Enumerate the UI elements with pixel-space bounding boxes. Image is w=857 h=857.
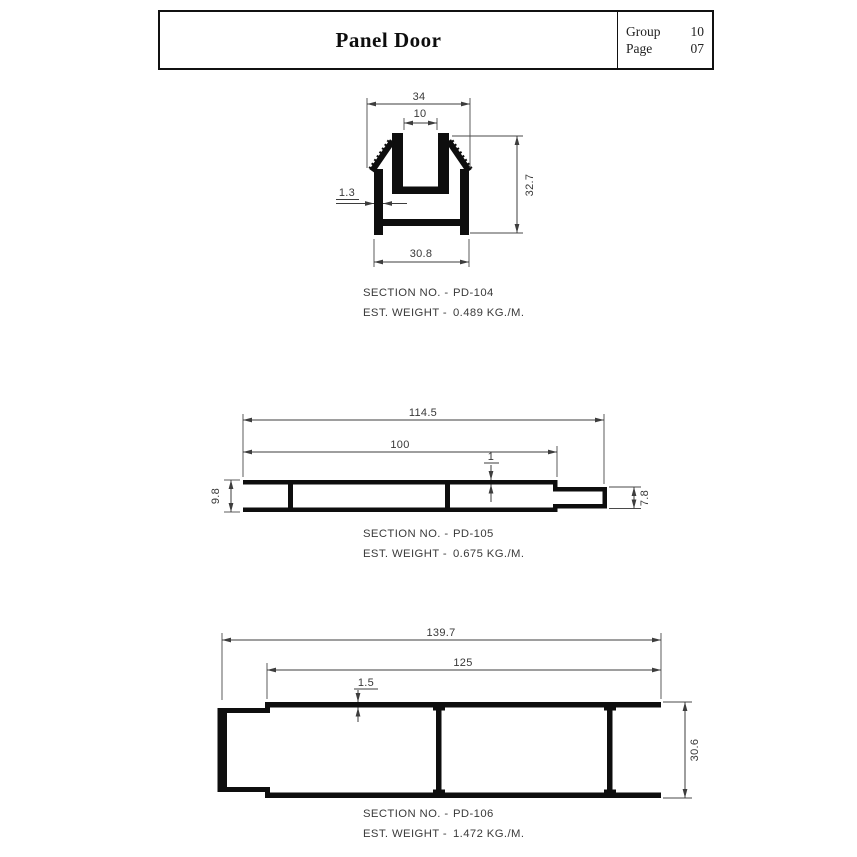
est-weight-value: 0.489 KG./M. xyxy=(453,307,525,319)
section-no-row xyxy=(363,804,524,824)
section-no-label: SECTION NO. - xyxy=(363,528,449,540)
est-weight-label: EST. WEIGHT - xyxy=(363,307,448,319)
est-weight-label: EST. WEIGHT - xyxy=(363,548,448,560)
dim-label-overall-width: 114.5 xyxy=(408,407,438,419)
est-weight-row xyxy=(363,824,524,844)
dim-label-top-width: 34 xyxy=(412,91,426,103)
section-no-row xyxy=(363,524,524,544)
drawing-pd-106 xyxy=(205,625,715,805)
dim-label-wall: 1 xyxy=(487,451,495,463)
dim-left-height xyxy=(210,480,240,512)
section-no-label: SECTION NO. - xyxy=(363,808,449,820)
drawing-pd-104 xyxy=(318,88,558,274)
dim-label-wall: 1.3 xyxy=(338,187,356,199)
profile-pd-104 xyxy=(369,133,473,235)
section-no-row xyxy=(363,283,524,303)
section-no-value: PD-106 xyxy=(453,808,494,820)
group-value: 10 xyxy=(690,24,704,39)
page-value: 07 xyxy=(690,41,704,56)
group-label: Group xyxy=(626,24,661,39)
est-weight-label: EST. WEIGHT - xyxy=(363,828,448,840)
section-no-label: SECTION NO. - xyxy=(363,287,449,299)
title-cell xyxy=(160,12,618,68)
dim-overall-width xyxy=(222,627,661,700)
labels-pd-106 xyxy=(363,804,524,844)
dim-label-wall: 1.5 xyxy=(357,677,375,689)
drawing-pd-105 xyxy=(205,402,670,522)
dim-label-left-height: 9.8 xyxy=(210,487,222,505)
profile-pd-106 xyxy=(218,702,662,798)
dim-wall-thickness xyxy=(354,677,378,722)
dim-label-right-height: 7.8 xyxy=(639,489,651,507)
est-weight-value: 0.675 KG./M. xyxy=(453,548,525,560)
dim-label-overall-width: 139.7 xyxy=(426,627,456,639)
est-weight-row xyxy=(363,544,524,564)
labels-pd-105 xyxy=(363,524,524,564)
profile-pd-105 xyxy=(243,480,607,512)
labels-pd-104 xyxy=(363,283,524,323)
group-row xyxy=(626,23,704,40)
dim-bottom-width xyxy=(374,239,469,267)
dim-wall-thickness xyxy=(484,451,499,502)
page-row xyxy=(626,40,704,57)
page-title: Panel Door xyxy=(335,27,442,52)
dim-label-height: 32.7 xyxy=(524,173,536,197)
section-no-value: PD-104 xyxy=(453,287,494,299)
dim-height xyxy=(663,702,701,798)
dim-inner-width xyxy=(267,657,661,699)
dim-right-height xyxy=(609,487,651,509)
dim-overall-width xyxy=(243,407,604,484)
dim-label-slot-width: 10 xyxy=(413,108,427,120)
dim-slot-width xyxy=(404,108,437,130)
dim-inner-width xyxy=(243,439,557,477)
est-weight-value: 1.472 KG./M. xyxy=(453,828,525,840)
page-header xyxy=(158,10,714,70)
group-page-cell xyxy=(618,12,712,68)
section-no-value: PD-105 xyxy=(453,528,494,540)
est-weight-row xyxy=(363,303,524,323)
dim-label-height: 30.6 xyxy=(689,738,701,762)
page-label: Page xyxy=(626,41,653,56)
dim-label-inner-width: 100 xyxy=(390,439,410,451)
dim-label-inner-width: 125 xyxy=(453,657,473,669)
dim-label-bottom-width: 30.8 xyxy=(409,248,433,260)
